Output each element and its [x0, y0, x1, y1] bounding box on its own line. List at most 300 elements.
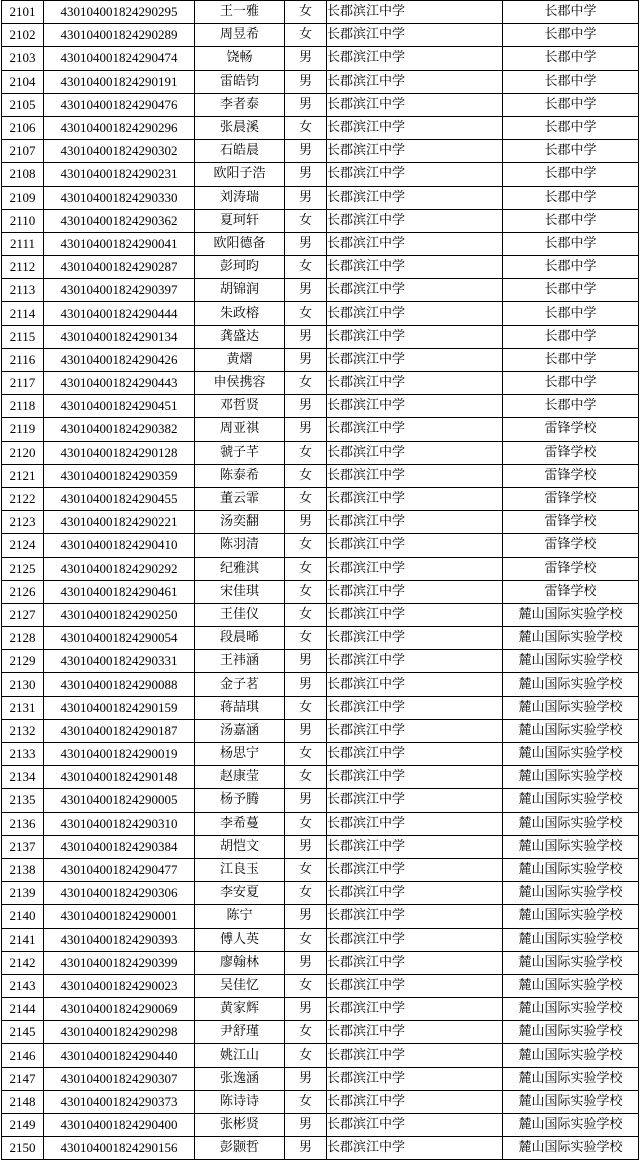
row-id-cell: 430104001824290156	[44, 1137, 195, 1160]
row-school-cell: 长郡滨江中学	[327, 882, 503, 905]
row-target-school-cell: 麓山国际实验学校	[503, 743, 639, 766]
row-gender-cell: 男	[285, 395, 327, 418]
row-target-school-cell: 长郡中学	[503, 256, 639, 279]
row-name-cell: 胡恺文	[195, 835, 285, 858]
row-seq-cell: 2126	[2, 580, 44, 603]
row-name-cell: 汤奕翻	[195, 511, 285, 534]
row-seq-cell: 2115	[2, 325, 44, 348]
row-target-school-cell: 麓山国际实验学校	[503, 789, 639, 812]
row-school-cell: 长郡滨江中学	[327, 279, 503, 302]
row-id-cell: 430104001824290362	[44, 209, 195, 232]
row-target-school-cell: 麓山国际实验学校	[503, 928, 639, 951]
row-id-cell: 430104001824290005	[44, 789, 195, 812]
row-target-school-cell: 麓山国际实验学校	[503, 974, 639, 997]
row-school-cell: 长郡滨江中学	[327, 557, 503, 580]
row-gender-cell: 女	[285, 696, 327, 719]
row-id-cell: 430104001824290019	[44, 743, 195, 766]
table-row	[2, 858, 639, 881]
row-target-school-cell: 麓山国际实验学校	[503, 1090, 639, 1113]
row-target-school-cell: 长郡中学	[503, 93, 639, 116]
row-target-school-cell: 长郡中学	[503, 395, 639, 418]
row-name-cell: 夏珂轩	[195, 209, 285, 232]
row-gender-cell: 女	[285, 858, 327, 881]
row-name-cell: 虢子芊	[195, 441, 285, 464]
row-gender-cell: 女	[285, 743, 327, 766]
row-seq-cell: 2106	[2, 116, 44, 139]
row-school-cell: 长郡滨江中学	[327, 743, 503, 766]
row-seq-cell: 2103	[2, 47, 44, 70]
row-school-cell: 长郡滨江中学	[327, 974, 503, 997]
row-gender-cell: 女	[285, 603, 327, 626]
row-school-cell: 长郡滨江中学	[327, 395, 503, 418]
row-id-cell: 430104001824290231	[44, 163, 195, 186]
row-id-cell: 430104001824290443	[44, 372, 195, 395]
row-name-cell: 尹舒瑾	[195, 1021, 285, 1044]
row-seq-cell: 2134	[2, 766, 44, 789]
table-row	[2, 673, 639, 696]
row-id-cell: 430104001824290289	[44, 24, 195, 47]
row-school-cell: 长郡滨江中学	[327, 650, 503, 673]
row-target-school-cell: 雷锋学校	[503, 418, 639, 441]
table-row	[2, 348, 639, 371]
row-school-cell: 长郡滨江中学	[327, 93, 503, 116]
row-target-school-cell: 长郡中学	[503, 116, 639, 139]
row-gender-cell: 女	[285, 974, 327, 997]
row-target-school-cell: 麓山国际实验学校	[503, 696, 639, 719]
row-id-cell: 430104001824290397	[44, 279, 195, 302]
row-seq-cell: 2137	[2, 835, 44, 858]
table-row	[2, 256, 639, 279]
row-id-cell: 430104001824290477	[44, 858, 195, 881]
row-school-cell: 长郡滨江中学	[327, 24, 503, 47]
row-seq-cell: 2109	[2, 186, 44, 209]
row-target-school-cell: 麓山国际实验学校	[503, 1044, 639, 1067]
row-id-cell: 430104001824290476	[44, 93, 195, 116]
row-target-school-cell: 麓山国际实验学校	[503, 627, 639, 650]
row-seq-cell: 2142	[2, 951, 44, 974]
row-seq-cell: 2101	[2, 1, 44, 24]
row-school-cell: 长郡滨江中学	[327, 789, 503, 812]
row-seq-cell: 2114	[2, 302, 44, 325]
table-row	[2, 24, 639, 47]
row-school-cell: 长郡滨江中学	[327, 256, 503, 279]
row-gender-cell: 女	[285, 882, 327, 905]
row-target-school-cell: 雷锋学校	[503, 511, 639, 534]
row-target-school-cell: 麓山国际实验学校	[503, 998, 639, 1021]
row-seq-cell: 2148	[2, 1090, 44, 1113]
row-school-cell: 长郡滨江中学	[327, 302, 503, 325]
row-id-cell: 430104001824290298	[44, 1021, 195, 1044]
table-row	[2, 557, 639, 580]
row-id-cell: 430104001824290250	[44, 603, 195, 626]
table-row	[2, 951, 639, 974]
table-row	[2, 812, 639, 835]
table-row	[2, 1021, 639, 1044]
row-gender-cell: 女	[285, 302, 327, 325]
row-name-cell: 汤嘉涵	[195, 719, 285, 742]
row-gender-cell: 男	[285, 47, 327, 70]
row-gender-cell: 男	[285, 1137, 327, 1160]
row-id-cell: 430104001824290455	[44, 487, 195, 510]
row-gender-cell: 男	[285, 93, 327, 116]
row-gender-cell: 男	[285, 998, 327, 1021]
row-name-cell: 杨思宁	[195, 743, 285, 766]
row-school-cell: 长郡滨江中学	[327, 116, 503, 139]
row-gender-cell: 女	[285, 1, 327, 24]
row-id-cell: 430104001824290221	[44, 511, 195, 534]
row-target-school-cell: 麓山国际实验学校	[503, 951, 639, 974]
row-target-school-cell: 麓山国际实验学校	[503, 650, 639, 673]
row-school-cell: 长郡滨江中学	[327, 511, 503, 534]
row-seq-cell: 2107	[2, 140, 44, 163]
row-id-cell: 430104001824290382	[44, 418, 195, 441]
row-school-cell: 长郡滨江中学	[327, 696, 503, 719]
table-row	[2, 441, 639, 464]
row-name-cell: 赵康莹	[195, 766, 285, 789]
row-name-cell: 欧阳德备	[195, 232, 285, 255]
row-seq-cell: 2132	[2, 719, 44, 742]
row-name-cell: 纪雅淇	[195, 557, 285, 580]
row-id-cell: 430104001824290444	[44, 302, 195, 325]
row-seq-cell: 2139	[2, 882, 44, 905]
table-row	[2, 325, 639, 348]
row-school-cell: 长郡滨江中学	[327, 1090, 503, 1113]
row-id-cell: 430104001824290191	[44, 70, 195, 93]
row-target-school-cell: 麓山国际实验学校	[503, 835, 639, 858]
row-name-cell: 金子茗	[195, 673, 285, 696]
row-seq-cell: 2117	[2, 372, 44, 395]
row-name-cell: 蒋喆琪	[195, 696, 285, 719]
row-id-cell: 430104001824290287	[44, 256, 195, 279]
row-name-cell: 张彬贤	[195, 1114, 285, 1137]
row-school-cell: 长郡滨江中学	[327, 719, 503, 742]
row-target-school-cell: 长郡中学	[503, 1, 639, 24]
row-name-cell: 黄家辉	[195, 998, 285, 1021]
row-name-cell: 龚盛达	[195, 325, 285, 348]
row-gender-cell: 女	[285, 557, 327, 580]
row-target-school-cell: 雷锋学校	[503, 580, 639, 603]
row-target-school-cell: 雷锋学校	[503, 441, 639, 464]
row-target-school-cell: 麓山国际实验学校	[503, 603, 639, 626]
table-row	[2, 905, 639, 928]
row-target-school-cell: 麓山国际实验学校	[503, 1114, 639, 1137]
table-row	[2, 627, 639, 650]
row-name-cell: 段晨晞	[195, 627, 285, 650]
table-row	[2, 279, 639, 302]
row-gender-cell: 女	[285, 487, 327, 510]
row-seq-cell: 2105	[2, 93, 44, 116]
row-school-cell: 长郡滨江中学	[327, 47, 503, 70]
row-school-cell: 长郡滨江中学	[327, 372, 503, 395]
table-row	[2, 719, 639, 742]
row-target-school-cell: 麓山国际实验学校	[503, 719, 639, 742]
row-school-cell: 长郡滨江中学	[327, 951, 503, 974]
row-id-cell: 430104001824290399	[44, 951, 195, 974]
row-id-cell: 430104001824290393	[44, 928, 195, 951]
row-gender-cell: 女	[285, 627, 327, 650]
row-name-cell: 雷皓钧	[195, 70, 285, 93]
row-seq-cell: 2150	[2, 1137, 44, 1160]
row-gender-cell: 男	[285, 511, 327, 534]
row-target-school-cell: 长郡中学	[503, 47, 639, 70]
row-gender-cell: 男	[285, 835, 327, 858]
row-school-cell: 长郡滨江中学	[327, 673, 503, 696]
row-target-school-cell: 长郡中学	[503, 302, 639, 325]
row-gender-cell: 女	[285, 1090, 327, 1113]
row-target-school-cell: 长郡中学	[503, 186, 639, 209]
row-name-cell: 周亚祺	[195, 418, 285, 441]
row-seq-cell: 2104	[2, 70, 44, 93]
row-school-cell: 长郡滨江中学	[327, 1114, 503, 1137]
row-id-cell: 430104001824290292	[44, 557, 195, 580]
row-seq-cell: 2146	[2, 1044, 44, 1067]
row-target-school-cell: 雷锋学校	[503, 534, 639, 557]
table-row	[2, 998, 639, 1021]
row-id-cell: 430104001824290440	[44, 1044, 195, 1067]
row-target-school-cell: 长郡中学	[503, 140, 639, 163]
row-seq-cell: 2118	[2, 395, 44, 418]
table-row	[2, 464, 639, 487]
row-seq-cell: 2135	[2, 789, 44, 812]
table-row	[2, 70, 639, 93]
row-seq-cell: 2112	[2, 256, 44, 279]
row-name-cell: 张晨溪	[195, 116, 285, 139]
table-row	[2, 511, 639, 534]
row-school-cell: 长郡滨江中学	[327, 905, 503, 928]
table-row	[2, 93, 639, 116]
row-gender-cell: 女	[285, 766, 327, 789]
row-seq-cell: 2122	[2, 487, 44, 510]
row-gender-cell: 男	[285, 789, 327, 812]
table-row	[2, 882, 639, 905]
row-id-cell: 430104001824290001	[44, 905, 195, 928]
row-school-cell: 长郡滨江中学	[327, 418, 503, 441]
row-id-cell: 430104001824290054	[44, 627, 195, 650]
table-row	[2, 650, 639, 673]
row-id-cell: 430104001824290400	[44, 1114, 195, 1137]
row-gender-cell: 女	[285, 534, 327, 557]
row-target-school-cell: 长郡中学	[503, 232, 639, 255]
row-name-cell: 董云霏	[195, 487, 285, 510]
row-id-cell: 430104001824290426	[44, 348, 195, 371]
row-gender-cell: 男	[285, 673, 327, 696]
row-school-cell: 长郡滨江中学	[327, 627, 503, 650]
row-gender-cell: 男	[285, 418, 327, 441]
row-id-cell: 430104001824290128	[44, 441, 195, 464]
row-target-school-cell: 麓山国际实验学校	[503, 905, 639, 928]
row-school-cell: 长郡滨江中学	[327, 1137, 503, 1160]
row-id-cell: 430104001824290148	[44, 766, 195, 789]
row-name-cell: 李安夏	[195, 882, 285, 905]
row-target-school-cell: 麓山国际实验学校	[503, 766, 639, 789]
row-school-cell: 长郡滨江中学	[327, 812, 503, 835]
row-gender-cell: 女	[285, 464, 327, 487]
table-row	[2, 766, 639, 789]
student-roster-table	[1, 0, 639, 1160]
row-name-cell: 李希蔓	[195, 812, 285, 835]
table-row	[2, 974, 639, 997]
row-name-cell: 王祎涵	[195, 650, 285, 673]
row-seq-cell: 2108	[2, 163, 44, 186]
row-id-cell: 430104001824290306	[44, 882, 195, 905]
row-school-cell: 长郡滨江中学	[327, 766, 503, 789]
row-gender-cell: 男	[285, 650, 327, 673]
row-id-cell: 430104001824290023	[44, 974, 195, 997]
row-target-school-cell: 麓山国际实验学校	[503, 1137, 639, 1160]
row-id-cell: 430104001824290295	[44, 1, 195, 24]
row-name-cell: 陈泰希	[195, 464, 285, 487]
row-school-cell: 长郡滨江中学	[327, 464, 503, 487]
row-gender-cell: 男	[285, 348, 327, 371]
table-row	[2, 1, 639, 24]
row-target-school-cell: 麓山国际实验学校	[503, 1067, 639, 1090]
row-school-cell: 长郡滨江中学	[327, 998, 503, 1021]
row-id-cell: 430104001824290307	[44, 1067, 195, 1090]
row-id-cell: 430104001824290474	[44, 47, 195, 70]
row-gender-cell: 女	[285, 441, 327, 464]
row-target-school-cell: 麓山国际实验学校	[503, 673, 639, 696]
row-gender-cell: 女	[285, 256, 327, 279]
row-name-cell: 宋佳琪	[195, 580, 285, 603]
row-id-cell: 430104001824290134	[44, 325, 195, 348]
row-seq-cell: 2111	[2, 232, 44, 255]
table-row	[2, 116, 639, 139]
row-seq-cell: 2138	[2, 858, 44, 881]
row-id-cell: 430104001824290069	[44, 998, 195, 1021]
table-row	[2, 372, 639, 395]
row-id-cell: 430104001824290373	[44, 1090, 195, 1113]
row-seq-cell: 2147	[2, 1067, 44, 1090]
row-gender-cell: 男	[285, 140, 327, 163]
row-name-cell: 吴佳忆	[195, 974, 285, 997]
row-school-cell: 长郡滨江中学	[327, 70, 503, 93]
row-id-cell: 430104001824290088	[44, 673, 195, 696]
row-name-cell: 傅人英	[195, 928, 285, 951]
row-target-school-cell: 长郡中学	[503, 348, 639, 371]
row-name-cell: 李者泰	[195, 93, 285, 116]
row-school-cell: 长郡滨江中学	[327, 163, 503, 186]
row-name-cell: 胡锦润	[195, 279, 285, 302]
row-name-cell: 陈宁	[195, 905, 285, 928]
row-name-cell: 王佳仪	[195, 603, 285, 626]
row-seq-cell: 2119	[2, 418, 44, 441]
table-row	[2, 209, 639, 232]
row-seq-cell: 2116	[2, 348, 44, 371]
row-seq-cell: 2120	[2, 441, 44, 464]
row-seq-cell: 2145	[2, 1021, 44, 1044]
roster-body	[2, 1, 639, 1160]
row-id-cell: 430104001824290310	[44, 812, 195, 835]
row-id-cell: 430104001824290410	[44, 534, 195, 557]
row-school-cell: 长郡滨江中学	[327, 928, 503, 951]
row-school-cell: 长郡滨江中学	[327, 186, 503, 209]
table-row	[2, 534, 639, 557]
table-row	[2, 835, 639, 858]
row-seq-cell: 2140	[2, 905, 44, 928]
row-id-cell: 430104001824290041	[44, 232, 195, 255]
row-seq-cell: 2131	[2, 696, 44, 719]
table-row	[2, 603, 639, 626]
row-target-school-cell: 长郡中学	[503, 325, 639, 348]
row-name-cell: 石皓晨	[195, 140, 285, 163]
row-school-cell: 长郡滨江中学	[327, 348, 503, 371]
table-row	[2, 232, 639, 255]
row-name-cell: 邓哲贤	[195, 395, 285, 418]
row-seq-cell: 2143	[2, 974, 44, 997]
row-id-cell: 430104001824290359	[44, 464, 195, 487]
table-row	[2, 696, 639, 719]
row-school-cell: 长郡滨江中学	[327, 232, 503, 255]
row-seq-cell: 2123	[2, 511, 44, 534]
row-gender-cell: 男	[285, 719, 327, 742]
table-row	[2, 395, 639, 418]
table-row	[2, 580, 639, 603]
row-target-school-cell: 麓山国际实验学校	[503, 882, 639, 905]
row-id-cell: 430104001824290159	[44, 696, 195, 719]
row-school-cell: 长郡滨江中学	[327, 487, 503, 510]
row-gender-cell: 男	[285, 163, 327, 186]
row-name-cell: 周昱希	[195, 24, 285, 47]
row-school-cell: 长郡滨江中学	[327, 1044, 503, 1067]
row-name-cell: 杨予腾	[195, 789, 285, 812]
row-seq-cell: 2133	[2, 743, 44, 766]
row-gender-cell: 女	[285, 209, 327, 232]
table-row	[2, 1137, 639, 1160]
row-school-cell: 长郡滨江中学	[327, 1021, 503, 1044]
table-row	[2, 140, 639, 163]
row-gender-cell: 女	[285, 1021, 327, 1044]
row-name-cell: 张逸涵	[195, 1067, 285, 1090]
table-row	[2, 186, 639, 209]
row-target-school-cell: 长郡中学	[503, 209, 639, 232]
row-target-school-cell: 长郡中学	[503, 163, 639, 186]
row-gender-cell: 男	[285, 232, 327, 255]
table-row	[2, 47, 639, 70]
row-seq-cell: 2121	[2, 464, 44, 487]
row-target-school-cell: 雷锋学校	[503, 557, 639, 580]
row-id-cell: 430104001824290384	[44, 835, 195, 858]
row-seq-cell: 2125	[2, 557, 44, 580]
row-name-cell: 江良玉	[195, 858, 285, 881]
row-target-school-cell: 麓山国际实验学校	[503, 858, 639, 881]
table-row	[2, 1067, 639, 1090]
row-seq-cell: 2102	[2, 24, 44, 47]
table-row	[2, 1114, 639, 1137]
table-row	[2, 163, 639, 186]
row-name-cell: 廖翰林	[195, 951, 285, 974]
table-row	[2, 743, 639, 766]
table-row	[2, 487, 639, 510]
row-name-cell: 欧阳子浩	[195, 163, 285, 186]
table-row	[2, 302, 639, 325]
row-gender-cell: 女	[285, 24, 327, 47]
row-id-cell: 430104001824290331	[44, 650, 195, 673]
row-school-cell: 长郡滨江中学	[327, 1067, 503, 1090]
row-id-cell: 430104001824290330	[44, 186, 195, 209]
row-seq-cell: 2113	[2, 279, 44, 302]
row-seq-cell: 2110	[2, 209, 44, 232]
row-name-cell: 彭颢哲	[195, 1137, 285, 1160]
row-gender-cell: 男	[285, 186, 327, 209]
row-name-cell: 陈诗诗	[195, 1090, 285, 1113]
row-school-cell: 长郡滨江中学	[327, 209, 503, 232]
row-gender-cell: 女	[285, 116, 327, 139]
row-id-cell: 430104001824290187	[44, 719, 195, 742]
row-seq-cell: 2124	[2, 534, 44, 557]
row-gender-cell: 男	[285, 951, 327, 974]
row-school-cell: 长郡滨江中学	[327, 835, 503, 858]
table-row	[2, 1090, 639, 1113]
